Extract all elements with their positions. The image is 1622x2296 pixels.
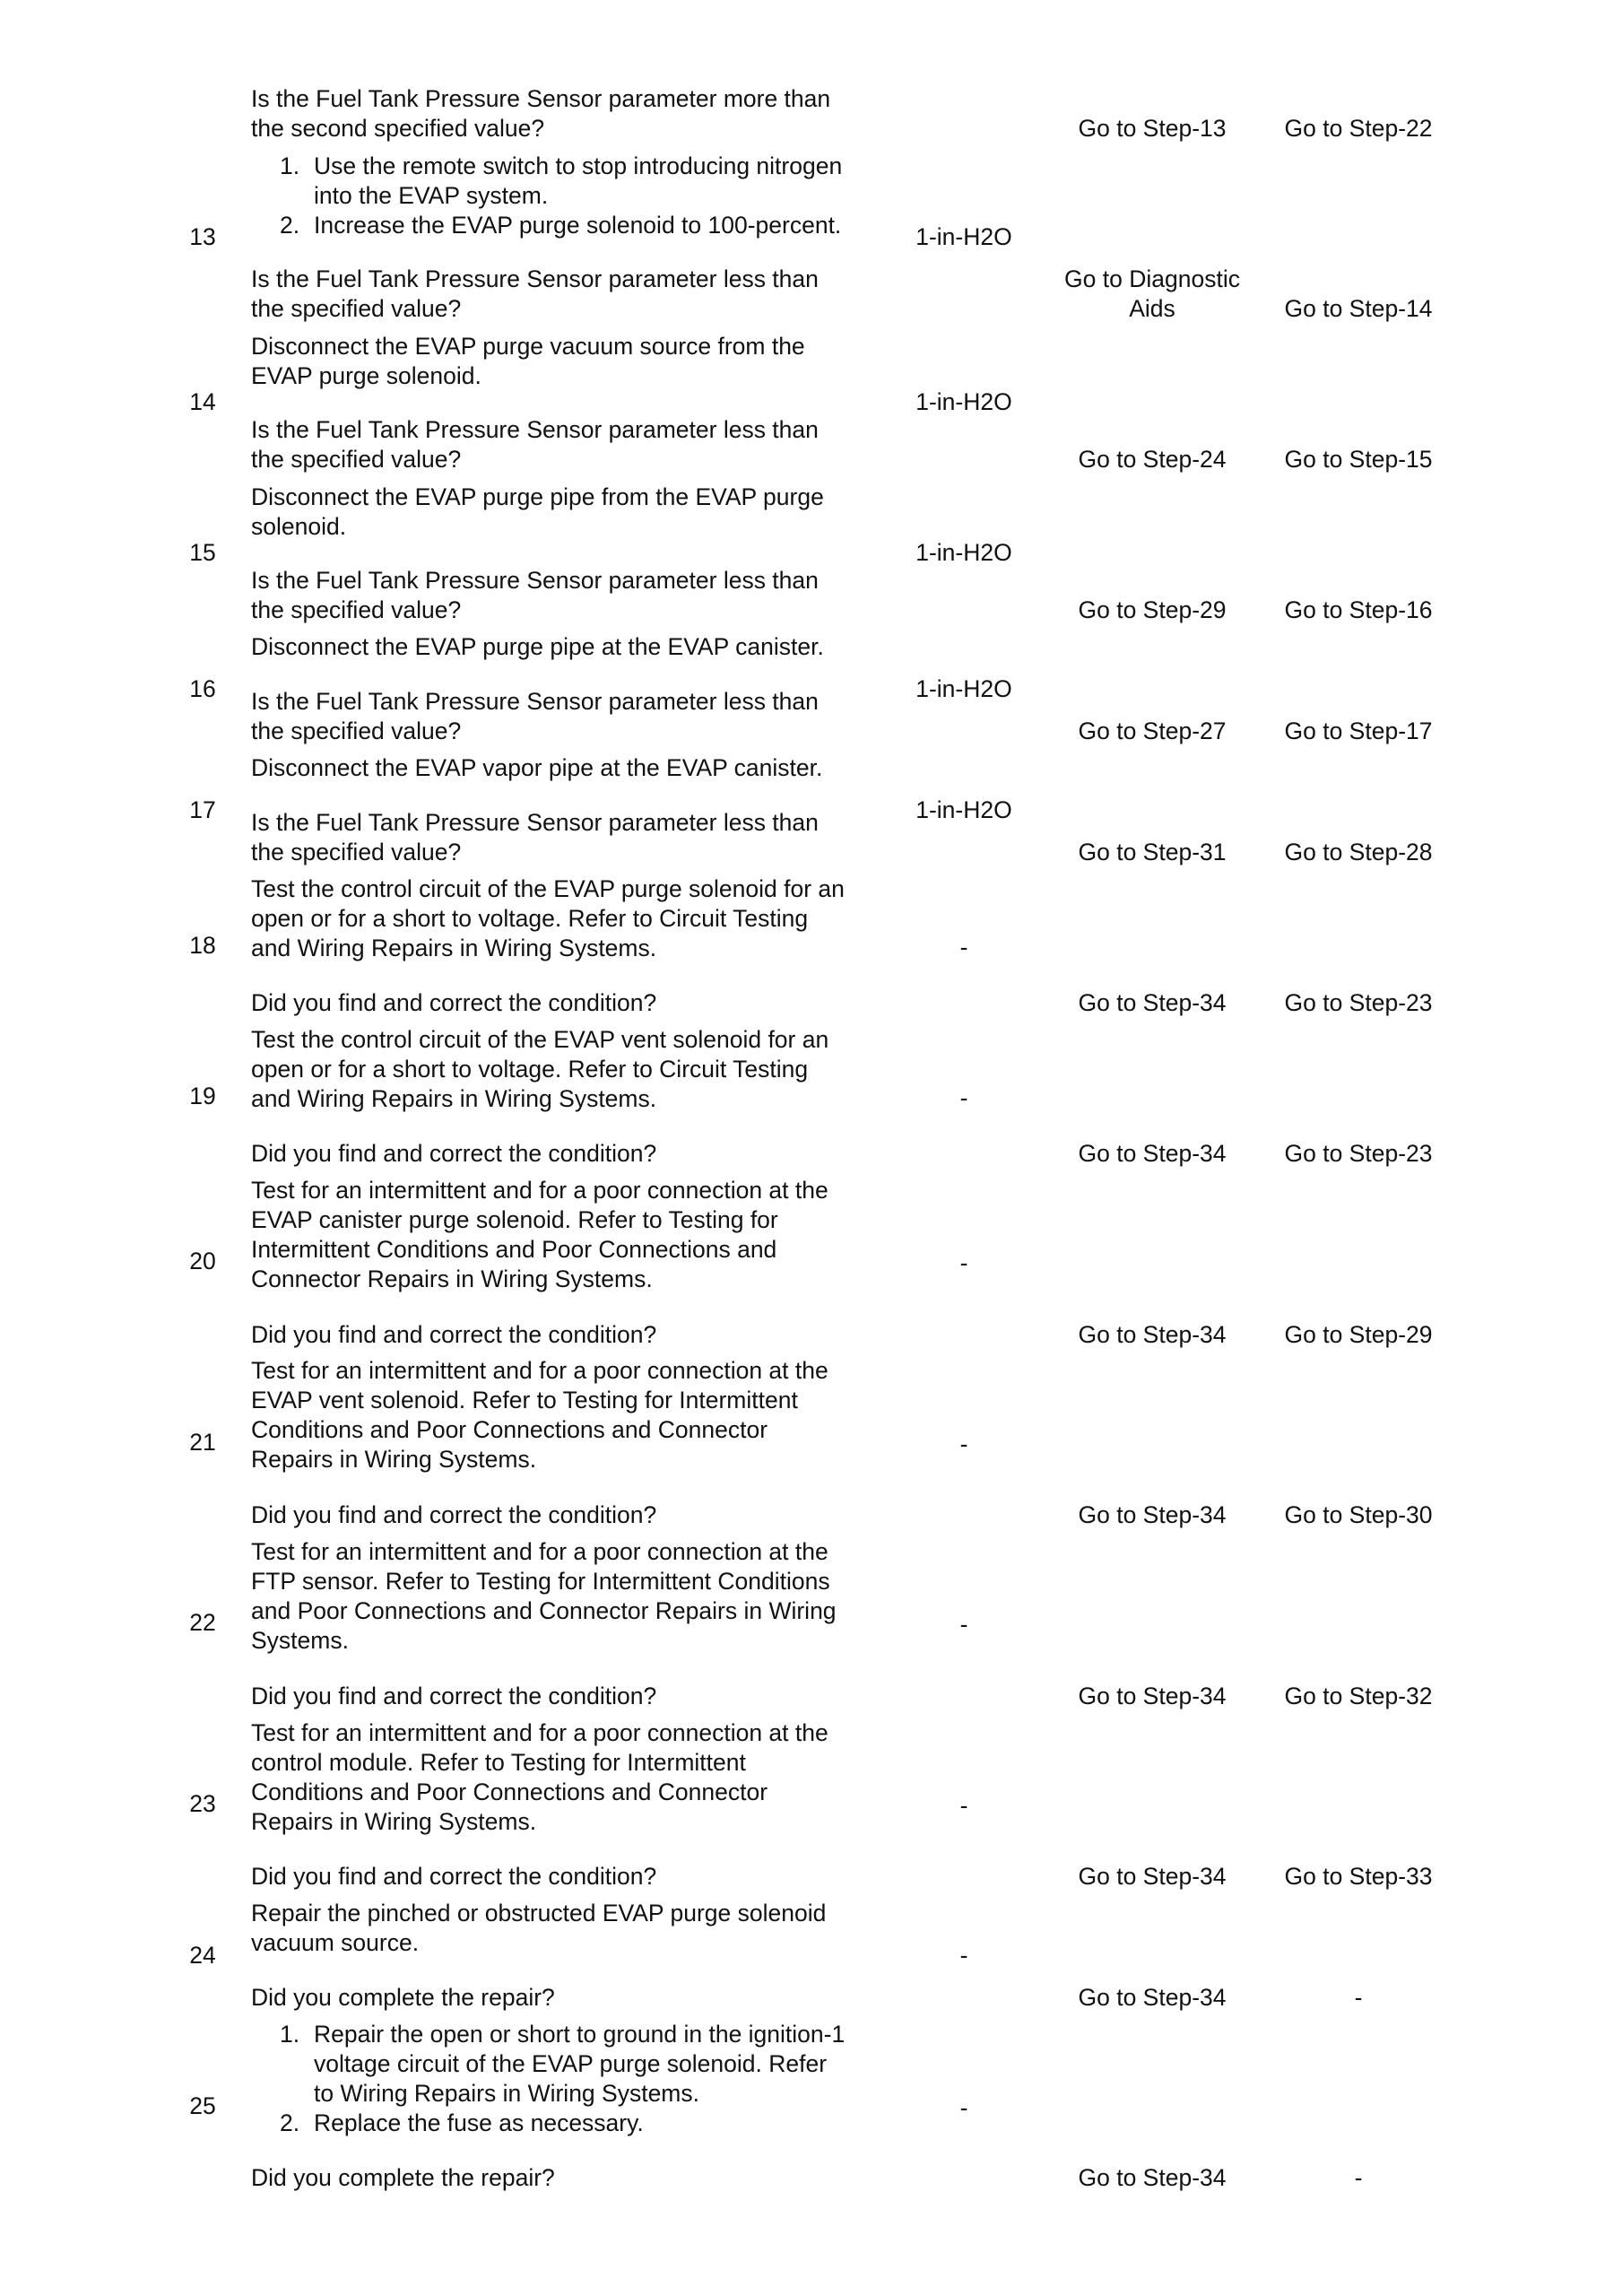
question-text: Did you find and correct the condition?: [251, 1683, 657, 1709]
action-text: open or for a short to voltage. Refer to Circuit Testing: [251, 1056, 809, 1083]
action-text: Repairs in Wiring Systems.: [251, 1808, 537, 1835]
spec-value: -: [959, 1431, 968, 1457]
action-text: FTP sensor. Refer to Testing for Intermittent Conditions: [251, 1568, 830, 1595]
action-text: Disconnect the EVAP purge pipe at the EVAP canister.: [251, 633, 824, 660]
question-text: Did you find and correct the condition?: [251, 1863, 657, 1890]
yes-result: Go to Step-29: [1078, 596, 1227, 623]
step-number: 13: [189, 223, 216, 250]
action-text: EVAP canister purge solenoid. Refer to Testing for: [251, 1206, 778, 1233]
spec-value: 1-in-H2O: [915, 539, 1012, 566]
question-text: Is the Fuel Tank Pressure Sensor parameter more than: [251, 85, 831, 112]
question-text: the second specified value?: [251, 115, 545, 142]
action-text: control module. Refer to Testing for Intermittent: [251, 1749, 746, 1776]
step-number: 17: [189, 796, 216, 823]
no-result: Go to Step-23: [1284, 1140, 1433, 1167]
action-text: Connector Repairs in Wiring Systems.: [251, 1265, 653, 1292]
step-number: 23: [189, 1790, 216, 1817]
no-result: Go to Step-29: [1284, 1321, 1433, 1348]
no-result: Go to Step-23: [1284, 989, 1433, 1016]
question-text: the specified value?: [251, 718, 462, 744]
question-text: Did you find and correct the condition?: [251, 1501, 657, 1528]
no-result: Go to Step-33: [1284, 1863, 1433, 1890]
no-result: Go to Step-16: [1284, 596, 1433, 623]
action-text: Disconnect the EVAP vapor pipe at the EVAP canister.: [251, 754, 823, 781]
spec-value: -: [959, 1084, 968, 1111]
action-text: and Wiring Repairs in Wiring Systems.: [251, 935, 657, 961]
spec-value: -: [959, 934, 968, 961]
no-result: Go to Step-32: [1284, 1683, 1433, 1709]
no-result: Go to Step-15: [1284, 446, 1433, 473]
yes-result: Go to Step-34: [1078, 1321, 1227, 1348]
question-text: Is the Fuel Tank Pressure Sensor parameter less than: [251, 265, 819, 292]
step-number: 22: [189, 1609, 216, 1636]
spec-value: -: [959, 1611, 968, 1638]
action-text: solenoid.: [251, 513, 347, 540]
action-text: to Wiring Repairs in Wiring Systems.: [314, 2080, 699, 2107]
yes-result: Go to Step-34: [1078, 1984, 1227, 2011]
action-text: open or for a short to voltage. Refer to Circuit Testing: [251, 905, 809, 932]
spec-value: -: [959, 1792, 968, 1819]
action-text: Systems.: [251, 1627, 349, 1654]
step-number: 14: [189, 388, 216, 415]
yes-result: Go to Step-34: [1078, 989, 1227, 1016]
yes-result: Aids: [1129, 295, 1175, 322]
step-number: 24: [189, 1942, 216, 1969]
yes-result: Go to Step-34: [1078, 1501, 1227, 1528]
spec-value: -: [959, 1249, 968, 1276]
question-text: Did you find and correct the condition?: [251, 989, 657, 1016]
action-text: Conditions and Poor Connections and Connector: [251, 1779, 768, 1805]
action-text: vacuum source.: [251, 1929, 420, 1956]
question-text: Is the Fuel Tank Pressure Sensor parameter less than: [251, 567, 819, 594]
action-text: voltage circuit of the EVAP purge solenoid. Refer: [314, 2050, 828, 2077]
no-result: Go to Step-22: [1284, 115, 1433, 142]
spec-value: -: [959, 1942, 968, 1969]
question-text: the specified value?: [251, 446, 462, 473]
action-text: Disconnect the EVAP purge pipe from the EVAP purge: [251, 483, 824, 510]
question-text: the specified value?: [251, 596, 462, 623]
action-text: Intermittent Conditions and Poor Connections and: [251, 1236, 777, 1263]
action-text: Test for an intermittent and for a poor connection at the: [251, 1538, 828, 1565]
action-text: Test for an intermittent and for a poor connection at the: [251, 1177, 828, 1204]
action-text: Test for an intermittent and for a poor connection at the: [251, 1357, 828, 1384]
question-text: Did you complete the repair?: [251, 1984, 555, 2011]
yes-result: Go to Step-27: [1078, 718, 1227, 744]
no-result: Go to Step-28: [1284, 839, 1433, 865]
action-text: Test the control circuit of the EVAP vent solenoid for an: [251, 1026, 829, 1053]
yes-result: Go to Step-34: [1078, 1140, 1227, 1167]
action-text: Repair the pinched or obstructed EVAP purge solenoid: [251, 1900, 827, 1926]
step-number: 21: [189, 1429, 216, 1456]
step-number: 20: [189, 1248, 216, 1274]
action-list-item: 2. Replace the fuse as necessary.: [280, 2109, 644, 2136]
action-list-item: 1. Repair the open or short to ground in the ignition-1: [280, 2021, 846, 2048]
no-result: -: [1354, 1984, 1363, 2011]
action-list-item: 1. Use the remote switch to stop introducing nitrogen: [280, 152, 843, 179]
yes-result: Go to Step-34: [1078, 1683, 1227, 1709]
action-text: Test for an intermittent and for a poor connection at the: [251, 1719, 828, 1746]
step-number: 19: [189, 1083, 216, 1109]
yes-result: Go to Step-34: [1078, 1863, 1227, 1890]
no-result: Go to Step-14: [1284, 295, 1433, 322]
yes-result: Go to Step-24: [1078, 446, 1227, 473]
yes-result: Go to Step-34: [1078, 2164, 1227, 2191]
yes-result: Go to Diagnostic: [1064, 265, 1240, 292]
action-text: into the EVAP system.: [314, 182, 549, 209]
action-text: EVAP vent solenoid. Refer to Testing for Intermittent: [251, 1387, 798, 1413]
action-text: EVAP purge solenoid.: [251, 362, 481, 389]
yes-result: Go to Step-31: [1078, 839, 1227, 865]
action-list-item: 2. Increase the EVAP purge solenoid to 100-percent.: [280, 212, 842, 239]
action-text: Disconnect the EVAP purge vacuum source from the: [251, 333, 805, 360]
spec-value: -: [959, 2094, 968, 2121]
action-text: and Poor Connections and Connector Repairs in Wiring: [251, 1597, 837, 1624]
action-text: Conditions and Poor Connections and Connector: [251, 1416, 768, 1443]
question-text: Did you find and correct the condition?: [251, 1140, 657, 1167]
question-text: the specified value?: [251, 295, 462, 322]
no-result: Go to Step-30: [1284, 1501, 1433, 1528]
step-number: 16: [189, 675, 216, 702]
step-number: 15: [189, 539, 216, 566]
spec-value: 1-in-H2O: [915, 223, 1012, 250]
spec-value: 1-in-H2O: [915, 675, 1012, 702]
question-text: Is the Fuel Tank Pressure Sensor parameter less than: [251, 809, 819, 836]
question-text: Did you complete the repair?: [251, 2164, 555, 2191]
question-text: Is the Fuel Tank Pressure Sensor parameter less than: [251, 688, 819, 715]
no-result: -: [1354, 2164, 1363, 2191]
action-text: Test the control circuit of the EVAP purge solenoid for an: [251, 875, 845, 902]
spec-value: 1-in-H2O: [915, 388, 1012, 415]
step-number: 25: [189, 2092, 216, 2119]
question-text: Is the Fuel Tank Pressure Sensor parameter less than: [251, 416, 819, 443]
yes-result: Go to Step-13: [1078, 115, 1227, 142]
question-text: the specified value?: [251, 839, 462, 865]
question-text: Did you find and correct the condition?: [251, 1321, 657, 1348]
step-number: 18: [189, 932, 216, 959]
spec-value: 1-in-H2O: [915, 796, 1012, 823]
no-result: Go to Step-17: [1284, 718, 1433, 744]
action-text: and Wiring Repairs in Wiring Systems.: [251, 1085, 657, 1112]
action-text: Repairs in Wiring Systems.: [251, 1446, 537, 1473]
